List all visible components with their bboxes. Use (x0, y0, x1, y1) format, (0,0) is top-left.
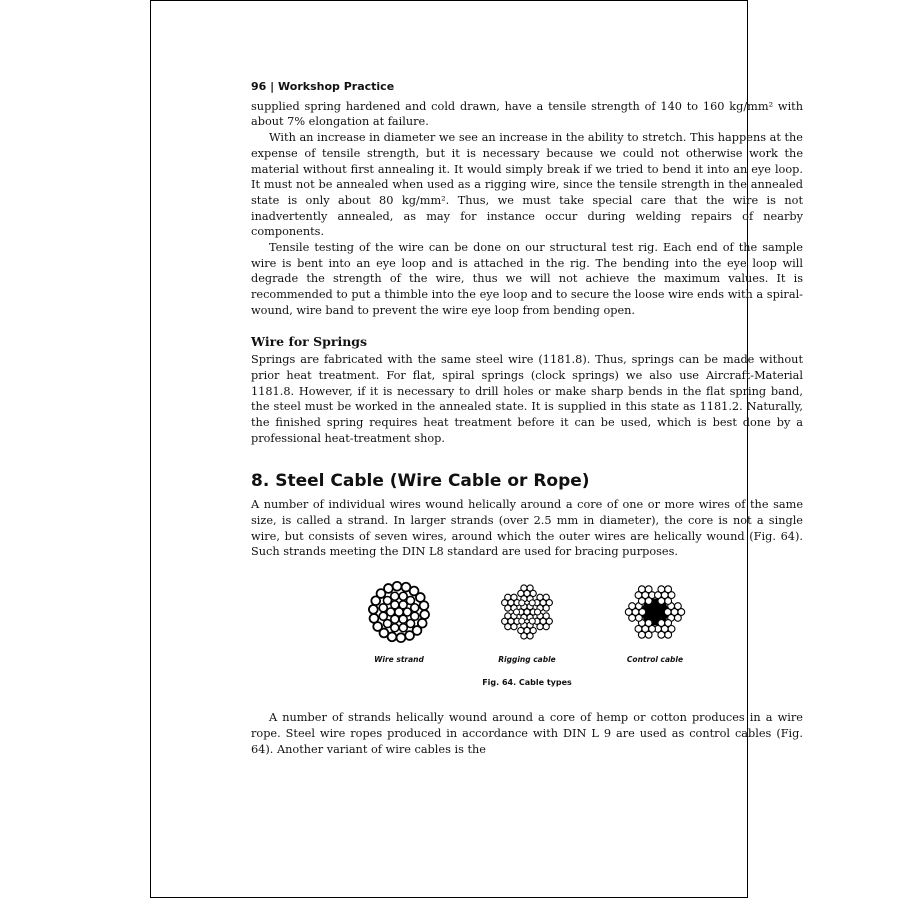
section-heading: Wire for Springs (251, 333, 368, 349)
figure-cable-types (251, 577, 803, 690)
wire-strand-diagram (364, 577, 434, 647)
figure-label: Wire strand (374, 654, 424, 664)
rigging-cable-diagram (492, 577, 562, 647)
figure-label: Rigging cable (498, 654, 556, 664)
figure-item-control-cable (603, 577, 707, 668)
paragraph: A number of individual wires wound helically around a core of one or more wires of the same size, is called a strand. In larger strands (over 2.5 mm in diameter), the core is not a single wire, but consists of seven wires, around which the outer wires are helically wound (Fig. 64). Such strands meeting the DIN L8 standard are used for bracing purposes. (251, 498, 803, 559)
page-number: 96 (251, 80, 267, 93)
figure-item-wire-strand (347, 577, 451, 668)
page-frame (150, 0, 803, 898)
running-head (251, 79, 803, 95)
figure-item-rigging-cable (475, 577, 579, 668)
control-cable-diagram (620, 577, 690, 647)
running-title: Workshop Practice (278, 80, 395, 93)
paragraph: Springs are fabricated with the same steel wire (1181.8). Thus, springs can be made without prior heat treatment. For flat, spiral springs (clock springs) we also use Aircraft-Material 1181.8. However, if it is necessary to drill holes or make sharp bends in the flat spring band, the steel must be worked in the annealed state. It is supplied in this state as 1181.2. Naturally, the finished spring requires heat treatment before it can be used, which is best done by a professional heat-treatment shop. (251, 353, 803, 445)
figure-label: Control cable (626, 654, 684, 664)
figure-caption: Fig. 64. Cable types (482, 677, 572, 687)
paragraph: With an increase in diameter we see an increase in the ability to stretch. This happens at the expense of tensile strength, but it is necessary because we could not otherwise work the material without first annealing it. It would simply break if we tried to bend it into an eye loop. It must not be annealed when used as a rigging wire, since the tensile strength in the annealed state is only about 80 kg/mm². Thus, we must take special care that the wire is not inadvertently annealed, as may for instance occur during welding repairs of nearby components. (251, 131, 803, 239)
paragraph: Tensile testing of the wire can be done on our structural test rig. Each end of the sample wire is bent into an eye loop and is attached in the rig. The bending into the eye loop will degrade the strength of the wire, thus we will not achieve the maximum values. It is recommended to put a thimble into the eye loop and to secure the loose wire ends with a spiral-wound, wire band to prevent the wire eye loop from bending open. (251, 241, 803, 317)
paragraph: A number of strands helically wound around a core of hemp or cotton produces in a wire rope. Steel wire ropes produced in accordance with DIN L 9 are used as control cables (Fig. 64). Another variant of wire cables is the (251, 711, 803, 756)
header-separator: | (270, 80, 275, 93)
page-content (251, 79, 803, 758)
paragraph: supplied spring hardened and cold drawn, have a tensile strength of 140 to 160 kg/mm² with about 7% elongation at failure. (251, 99, 803, 129)
chapter-heading: 8. Steel Cable (Wire Cable or Rope) (251, 471, 590, 492)
